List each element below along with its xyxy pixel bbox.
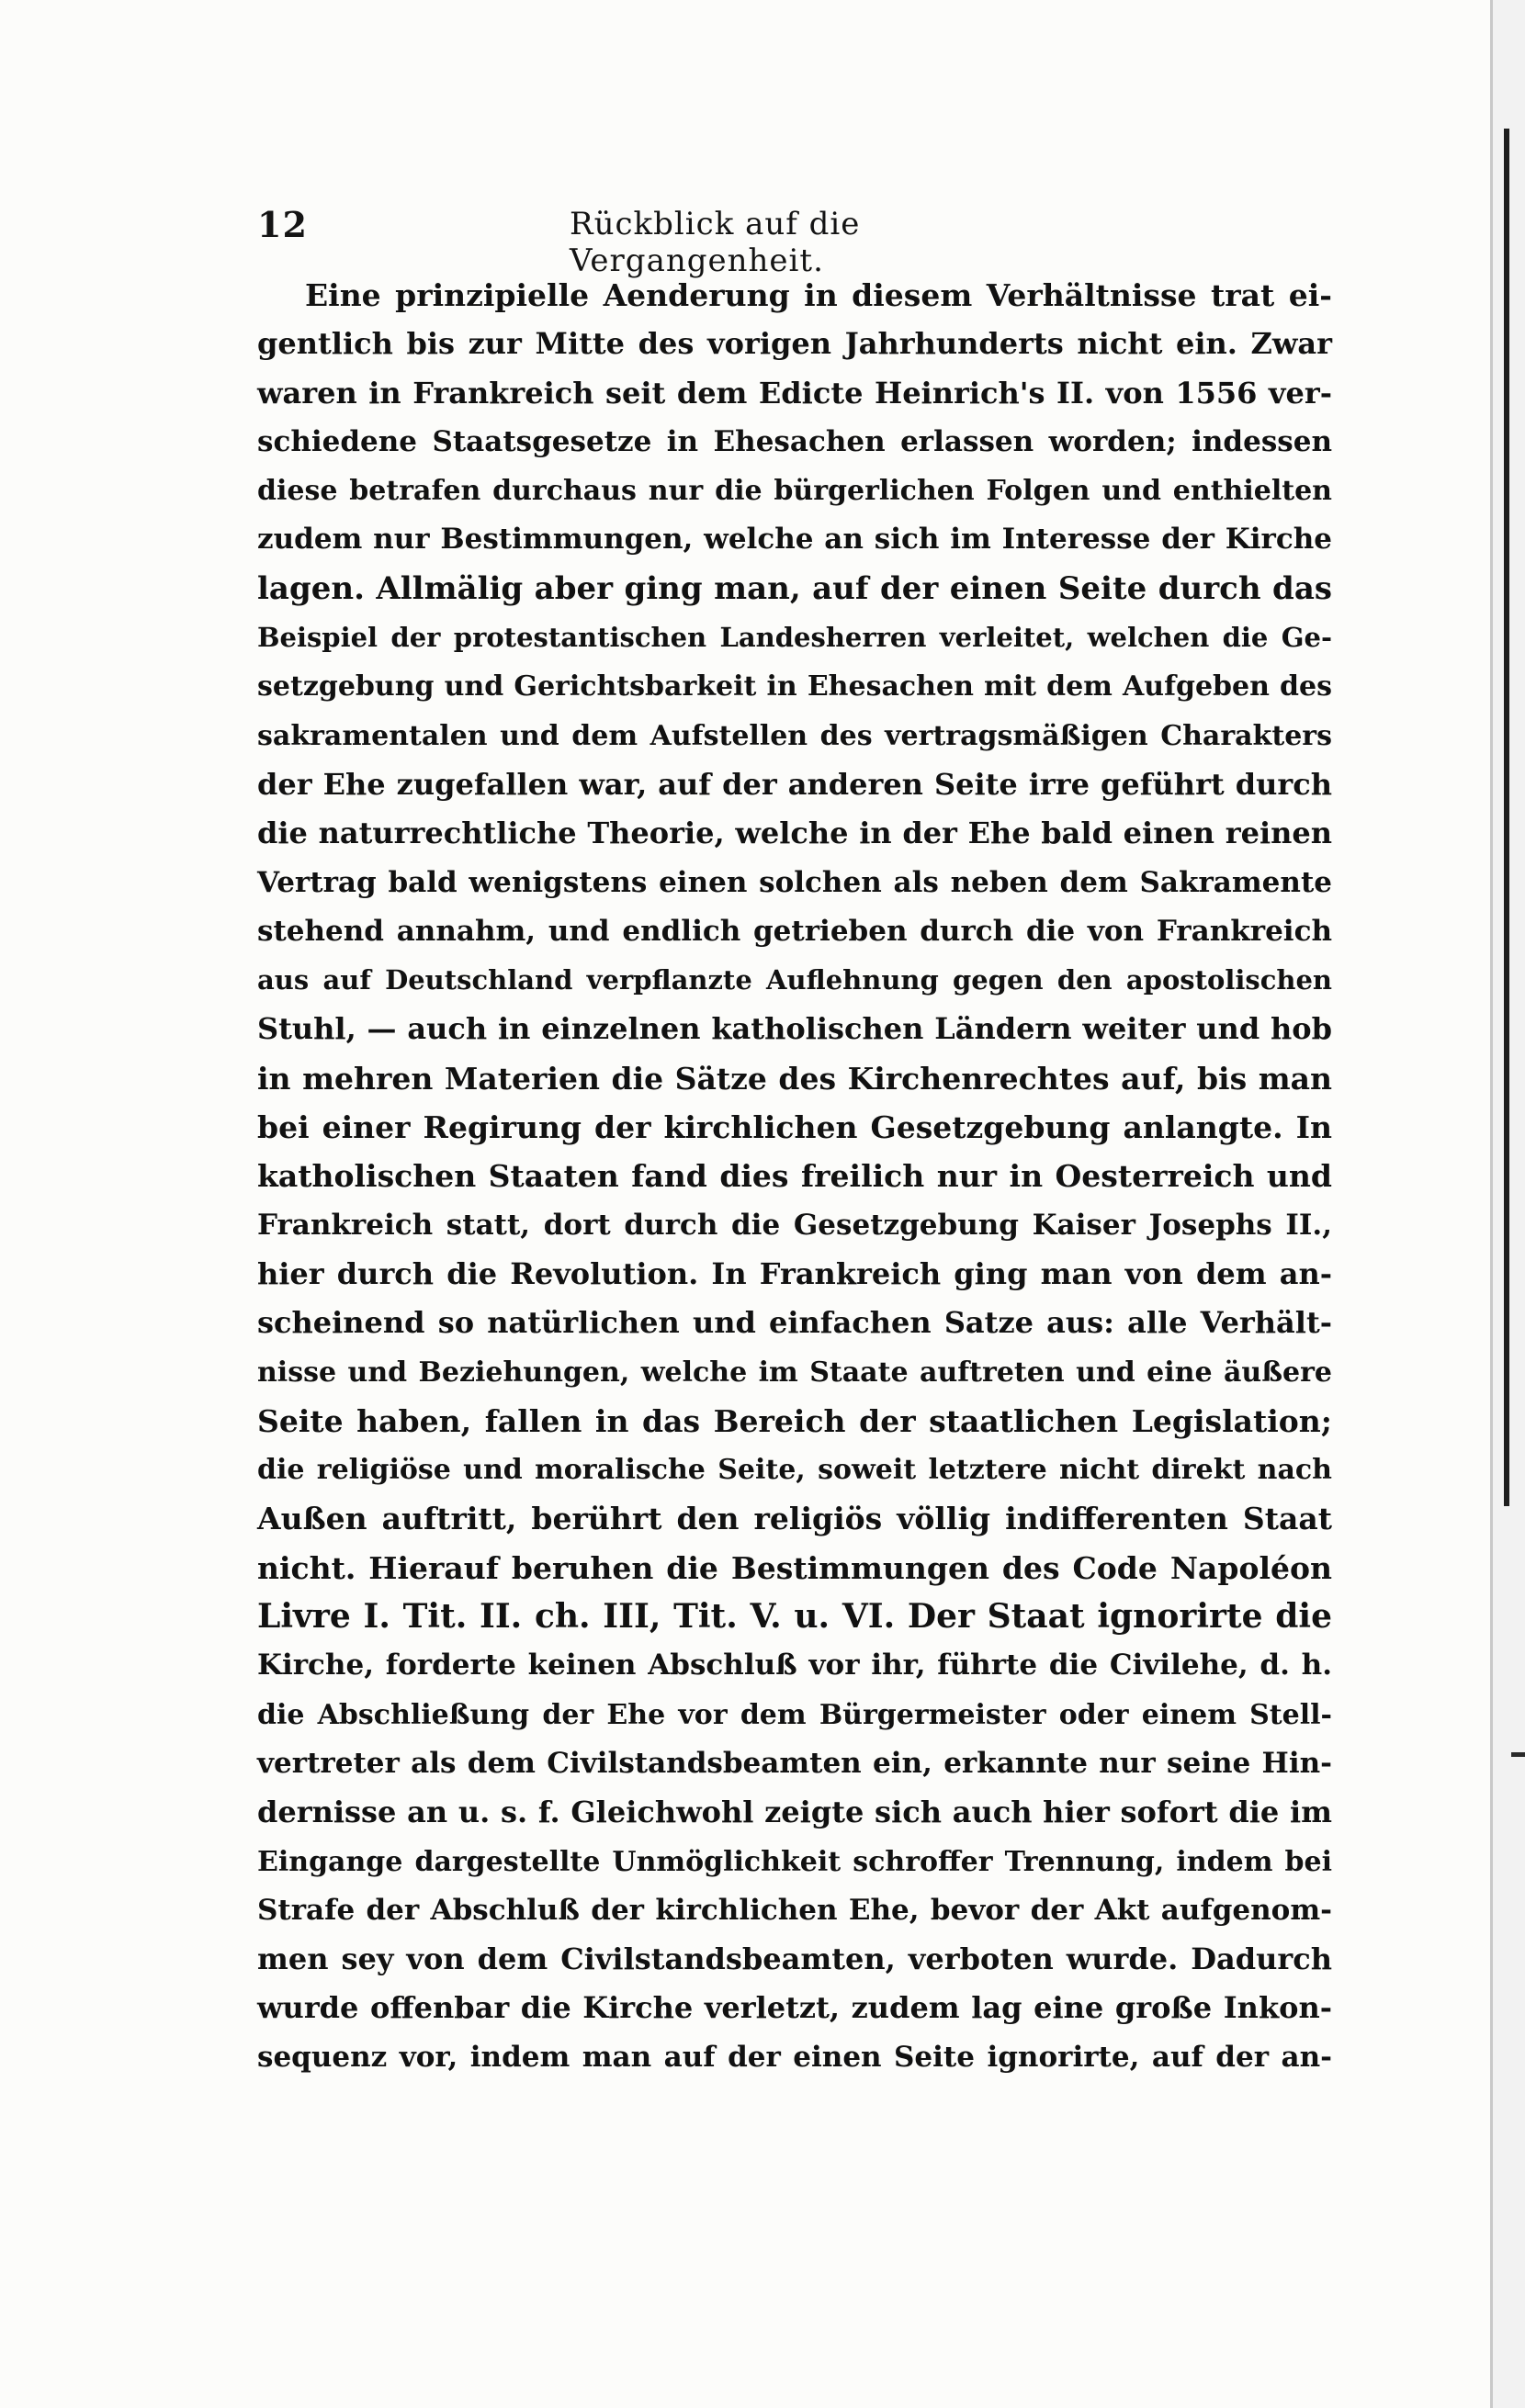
- text-line: die naturrechtliche Theorie, welche in der Ehe bald einen reinen: [257, 816, 1332, 851]
- text-line: Außen auftritt, berührt den religiös völlig indifferenten Staat: [257, 1501, 1332, 1537]
- text-line: die religiöse und moralische Seite, soweit letztere nicht direkt nach: [257, 1454, 1332, 1487]
- page-header: [257, 204, 1025, 279]
- text-line: aus auf Deutschland verpflanzte Auflehnung gegen den apostolischen: [257, 964, 1332, 996]
- edge-mark: [1511, 1752, 1525, 1757]
- text-line: scheinend so natürlichen und einfachen Satze aus: alle Verhält-: [257, 1305, 1332, 1341]
- text-line: sakramentalen und dem Aufstellen des vertragsmäßigen Charakters: [257, 719, 1332, 752]
- page-number: 12: [257, 204, 308, 245]
- text-line: Eingange dargestellte Unmöglichkeit schroffer Trennung, indem bei: [257, 1845, 1332, 1878]
- text-line: Livre I. Tit. II. ch. III, Tit. V. u. VI. Der Staat ignorirte die: [257, 1597, 1332, 1637]
- text-line: men sey von dem Civilstandsbeamten, verboten wurde. Dadurch: [257, 1941, 1332, 1977]
- text-line: katholischen Staaten fand dies freilich nur in Oesterreich und: [257, 1158, 1332, 1195]
- text-line: Vertrag bald wenigstens einen solchen als neben dem Sakramente: [257, 865, 1332, 899]
- text-line: Kirche, forderte keinen Abschluß vor ihr, führte die Civilehe, d. h.: [257, 1648, 1332, 1682]
- text-line: Strafe der Abschluß der kirchlichen Ehe, bevor der Akt aufgenom-: [257, 1893, 1332, 1927]
- text-line: nicht. Hierauf beruhen die Bestimmungen des Code Napoléon: [257, 1549, 1332, 1586]
- text-line: Stuhl, — auch in einzelnen katholischen Ländern weiter und hob: [257, 1011, 1332, 1047]
- text-line: die Abschließung der Ehe vor dem Bürgermeister oder einem Stell-: [257, 1698, 1332, 1731]
- text-line: schiedene Staatsgesetze in Ehesachen erlassen worden; indessen: [257, 424, 1332, 458]
- text-line: diese betrafen durchaus nur die bürgerlichen Folgen und enthielten: [257, 475, 1332, 508]
- text-line: vertreter als dem Civilstandsbeamten ein, erkannte nur seine Hin-: [257, 1746, 1332, 1780]
- text-line: wurde offenbar die Kirche verletzt, zudem lag eine große Inkon-: [257, 1990, 1332, 2026]
- text-line: nisse und Beziehungen, welche im Staate auftreten und eine äußere: [257, 1356, 1332, 1389]
- text-line: sequenz vor, indem man auf der einen Seite ignorirte, auf der an-: [257, 2040, 1332, 2074]
- page-edge: [1490, 0, 1525, 2408]
- text-line: Seite haben, fallen in das Bereich der staatlichen Legislation;: [257, 1402, 1332, 1439]
- text-line: hier durch die Revolution. In Frankreich ging man von dem an-: [257, 1255, 1332, 1291]
- text-line: gentlich bis zur Mitte des vorigen Jahrhunderts nicht ein. Zwar: [257, 326, 1332, 362]
- text-line: setzgebung und Gerichtsbarkeit in Ehesachen mit dem Aufgeben des: [257, 670, 1332, 703]
- text-line: zudem nur Bestimmungen, welche an sich im Interesse der Kirche: [257, 523, 1332, 557]
- body-text: [257, 271, 1332, 2082]
- text-line: lagen. Allmälig aber ging man, auf der einen Seite durch das: [257, 569, 1332, 607]
- text-line: Frankreich statt, dort durch die Gesetzgebung Kaiser Josephs II.,: [257, 1208, 1332, 1242]
- text-line: in mehren Materien die Sätze des Kirchenrechtes auf, bis man: [257, 1060, 1332, 1097]
- text-line: dernisse an u. s. f. Gleichwohl zeigte sich auch hier sofort die im: [257, 1795, 1332, 1830]
- text-line: waren in Frankreich seit dem Edicte Heinrich's II. von 1556 ver-: [257, 375, 1332, 411]
- binding-shadow: [1504, 129, 1509, 1506]
- text-line: bei einer Regirung der kirchlichen Gesetzgebung anlangte. In: [257, 1109, 1332, 1146]
- text-line: stehend annahm, und endlich getrieben durch die von Frankreich: [257, 914, 1332, 948]
- text-line: Eine prinzipielle Aenderung in diesem Verhältnisse trat ei-: [305, 277, 1332, 313]
- running-head: Rückblick auf die Vergangenheit.: [570, 206, 861, 279]
- text-line: der Ehe zugefallen war, auf der anderen Seite irre geführt durch: [257, 766, 1332, 802]
- text-line: Beispiel der protestantischen Landesherren verleitet, welchen die Ge-: [257, 622, 1332, 654]
